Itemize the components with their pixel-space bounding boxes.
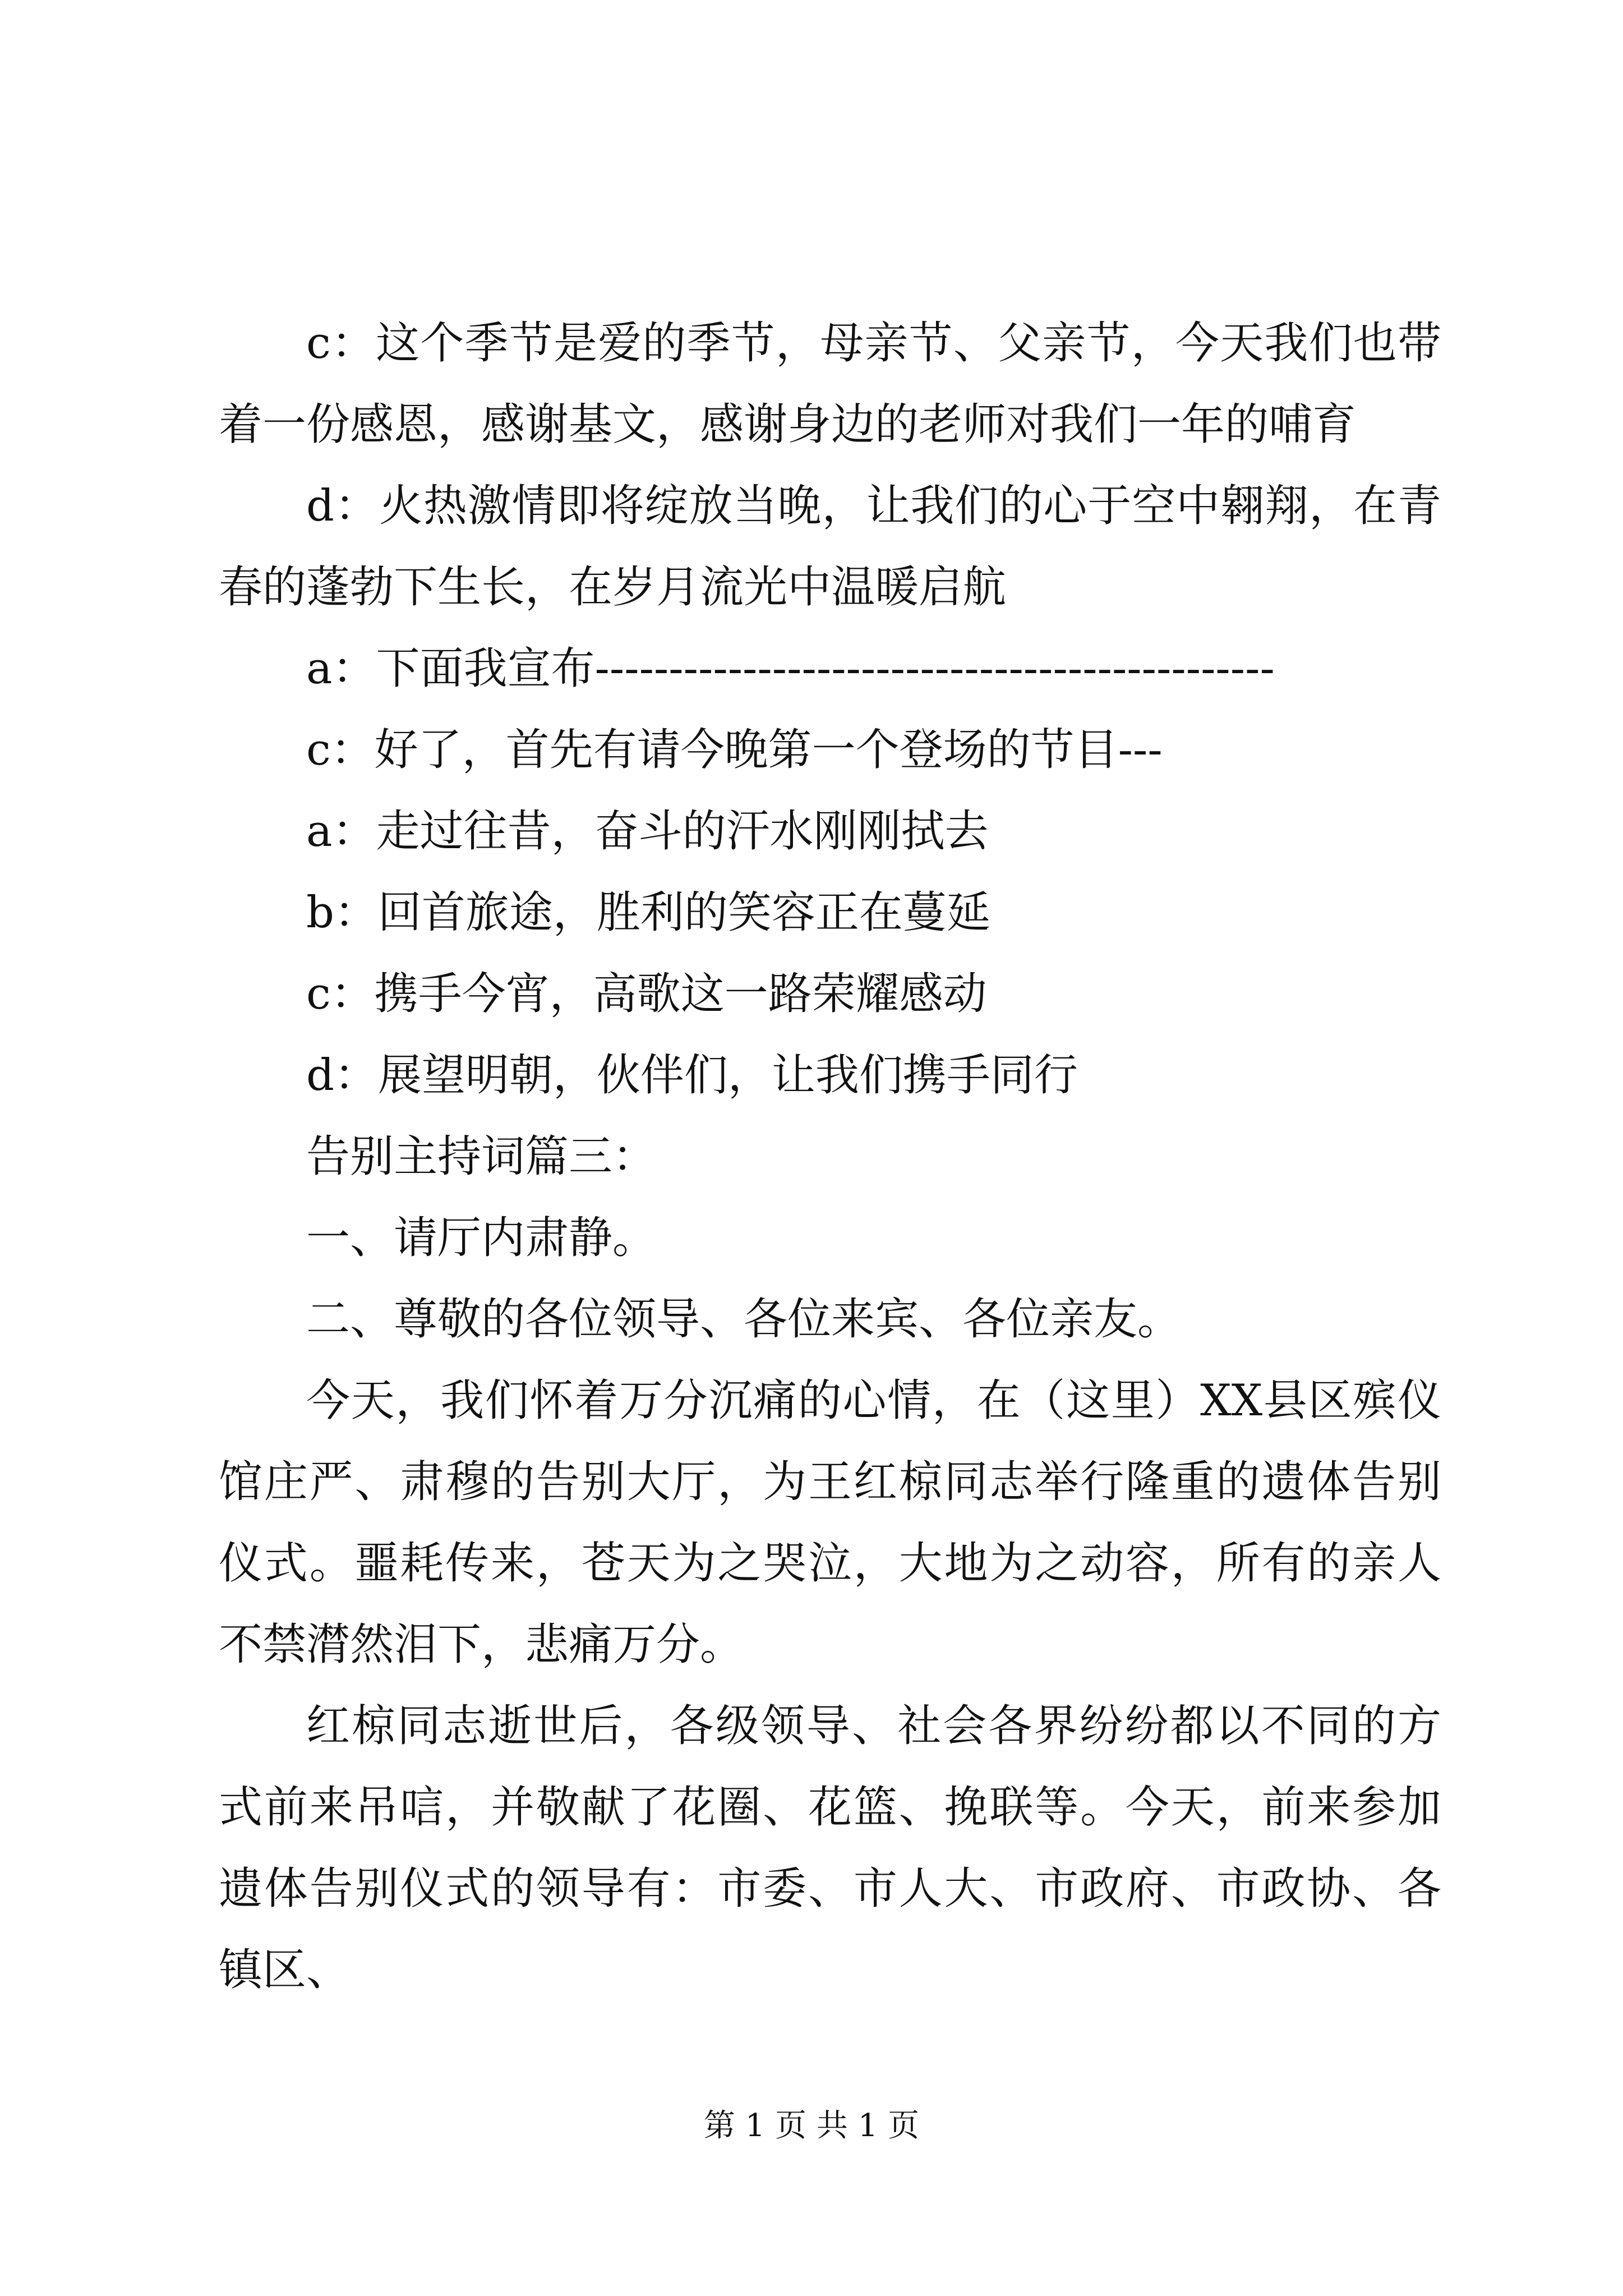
paragraph-6: b：回首旅途，胜利的笑容正在蔓延 bbox=[306, 887, 990, 938]
section-heading: 告别主持词篇三： bbox=[306, 1131, 657, 1182]
paragraph-12: 今天，我们怀着万分沉痛的心情，在（这里）XX县区殡仪馆庄严、肃穆的告别大厅，为王红椋同志举行隆重的遗体告别仪式。噩耗传来，苍天为之哭泣，大地为之动容，所有的亲人不禁潸然泪下，悲痛万分。 bbox=[219, 1375, 1441, 1670]
paragraph-7: c：携手今宵，高歌这一路荣耀感动 bbox=[306, 969, 987, 1019]
paragraph-8: d：展望明朝，伙伴们，让我们携手同行 bbox=[306, 1050, 1078, 1101]
paragraph-1: c：这个季节是爱的季节，母亲节、父亲节，今天我们也带着一份感恩，感谢基文，感谢身边的老师对我们一年的哺育 bbox=[219, 318, 1441, 450]
document-body bbox=[219, 303, 1441, 2011]
paragraph-13: 红椋同志逝世后，各级领导、社会各界纷纷都以不同的方式前来吊唁，并敬献了花圈、花篮、挽联等。今天，前来参加遗体告别仪式的领导有：市委、市人大、市政府、市政协、各镇区、 bbox=[219, 1701, 1441, 1995]
paragraph-4: c：好了，首先有请今晚第一个登场的节目--- bbox=[306, 725, 1163, 775]
paragraph-5: a：走过往昔，奋斗的汗水刚刚拭去 bbox=[306, 806, 989, 857]
page-footer: 第 1 页 共 1 页 bbox=[703, 2108, 920, 2144]
paragraph-10: 一、请厅内肃静。 bbox=[306, 1213, 657, 1263]
paragraph-2: d：火热激情即将绽放当晚，让我们的心于空中翱翔，在青春的蓬勃下生长，在岁月流光中温暖启航 bbox=[219, 481, 1441, 613]
paragraph-3: a：下面我宣布---------------------------------------------- bbox=[306, 643, 1275, 694]
paragraph-11: 二、尊敬的各位领导、各位来宾、各位亲友。 bbox=[306, 1294, 1182, 1345]
